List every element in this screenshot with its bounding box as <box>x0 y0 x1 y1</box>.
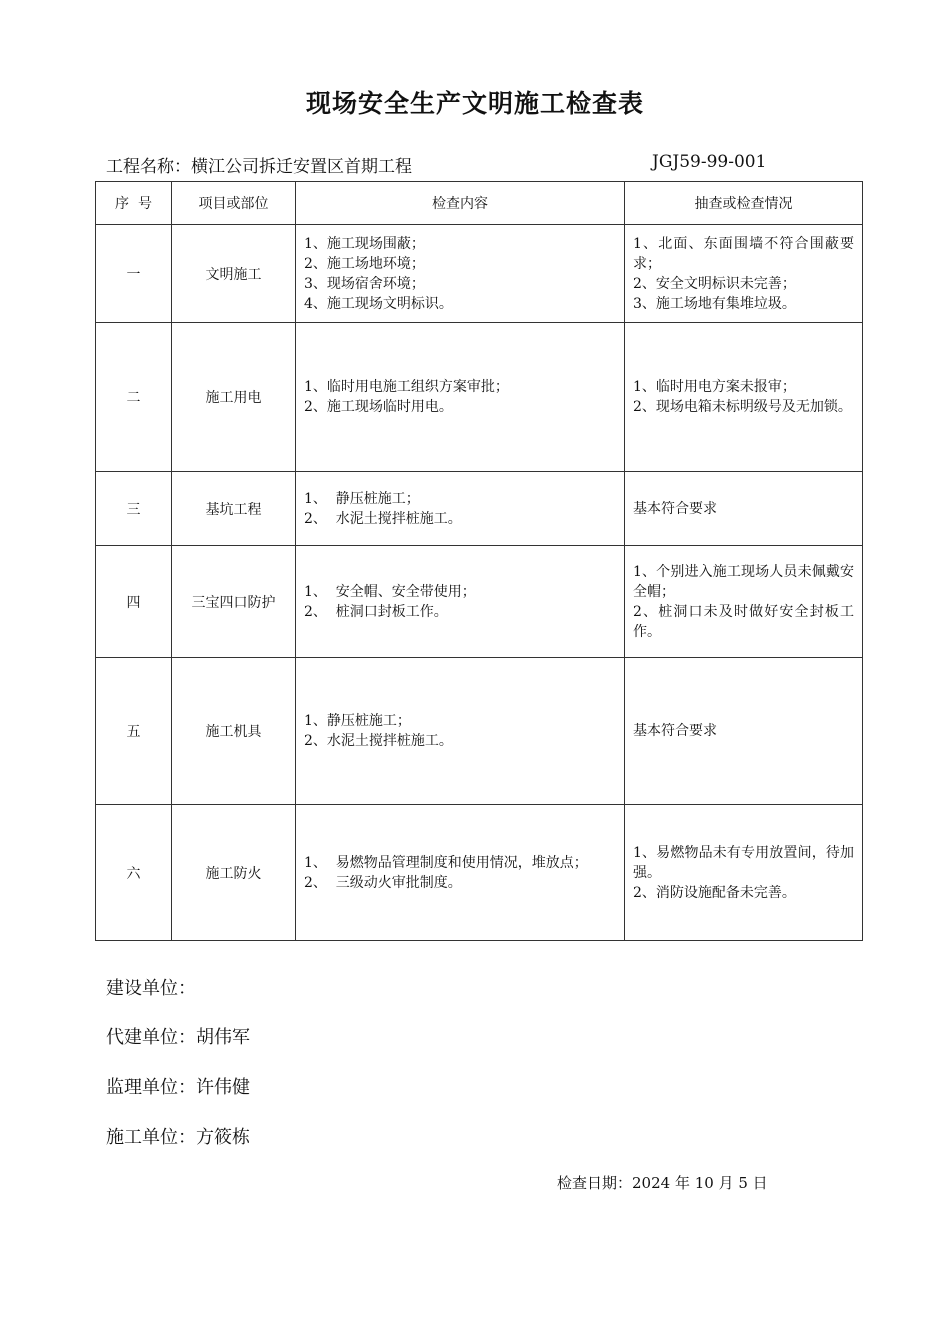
row-no: 五 <box>96 658 172 805</box>
signature-label: 代建单位： <box>106 1027 196 1048</box>
row-no: 二 <box>96 323 172 472</box>
row-no: 三 <box>96 472 172 546</box>
content-line: 1、静压桩施工； <box>304 713 411 729</box>
finding-line: 1、个别进入施工现场人员未佩戴安全帽； <box>633 563 854 600</box>
row-findings <box>625 658 863 805</box>
finding-line: 1、北面、东面围墙不符合围蔽要求； <box>633 235 854 272</box>
row-findings <box>625 546 863 658</box>
content-line: 2、水泥土搅拌桩施工。 <box>304 733 453 749</box>
finding-line: 2、安全文明标识未完善； <box>633 275 796 292</box>
content-line: 4、施工现场文明标识。 <box>304 295 453 312</box>
row-findings <box>625 805 863 941</box>
signature-construction-unit <box>106 974 196 1000</box>
content-line: 1、施工现场围蔽； <box>304 235 425 252</box>
content-line: 1、 安全帽、安全带使用； <box>304 583 476 600</box>
project-name-value: 横江公司拆迁安置区首期工程 <box>191 157 412 177</box>
check-date-label: 检查日期： <box>557 1174 633 1192</box>
row-item: 三宝四口防护 <box>172 546 296 658</box>
project-code: JGJ59-99-001 <box>652 152 767 172</box>
finding-line: 1、临时用电方案未报审； <box>633 379 796 395</box>
header-no: 序 号 <box>96 182 172 225</box>
content-line: 1、 静压桩施工； <box>304 490 420 507</box>
signature-label: 监理单位： <box>106 1077 196 1098</box>
check-date-value: 2024 年 10 月 5 日 <box>632 1174 768 1192</box>
row-item: 施工用电 <box>172 323 296 472</box>
header-item: 项目或部位 <box>172 182 296 225</box>
inspection-table <box>95 181 863 941</box>
row-no: 六 <box>96 805 172 941</box>
row-content <box>296 225 625 323</box>
table-row <box>96 805 863 941</box>
row-findings <box>625 472 863 546</box>
header-findings: 抽查或检查情况 <box>625 182 863 225</box>
finding-line: 3、施工场地有集堆垃圾。 <box>633 295 796 312</box>
content-line: 2、施工场地环境； <box>304 255 425 272</box>
row-content <box>296 472 625 546</box>
table-row <box>96 658 863 805</box>
content-line: 2、 水泥土搅拌桩施工。 <box>304 510 462 527</box>
row-item: 施工机具 <box>172 658 296 805</box>
signature-value: 胡伟军 <box>196 1027 250 1048</box>
row-content <box>296 805 625 941</box>
row-item: 施工防火 <box>172 805 296 941</box>
finding-line: 2、桩洞口未及时做好安全封板工作。 <box>633 603 854 640</box>
signature-supervision-unit <box>106 1073 250 1099</box>
content-line: 1、临时用电施工组织方案审批； <box>304 379 509 395</box>
row-findings <box>625 225 863 323</box>
check-date <box>557 1172 768 1193</box>
table-row <box>96 546 863 658</box>
signature-label: 建设单位： <box>106 978 196 999</box>
content-line: 2、 桩洞口封板工作。 <box>304 603 448 620</box>
table-row <box>96 472 863 546</box>
row-content <box>296 546 625 658</box>
row-no: 四 <box>96 546 172 658</box>
row-no: 一 <box>96 225 172 323</box>
finding-line: 基本符合要求 <box>633 723 717 739</box>
finding-line: 1、易燃物品未有专用放置间，待加强。 <box>633 844 854 881</box>
project-name <box>106 152 412 177</box>
row-item: 文明施工 <box>172 225 296 323</box>
content-line: 3、现场宿舍环境； <box>304 275 425 292</box>
row-item: 基坑工程 <box>172 472 296 546</box>
content-line: 2、施工现场临时用电。 <box>304 399 453 415</box>
signature-contractor-unit <box>106 1123 250 1149</box>
row-content <box>296 658 625 805</box>
signature-value: 许伟健 <box>196 1077 250 1098</box>
page-title: 现场安全生产文明施工检查表 <box>305 89 644 118</box>
project-name-label: 工程名称： <box>106 157 191 177</box>
row-content <box>296 323 625 472</box>
signature-agent-unit <box>106 1023 250 1049</box>
table-row <box>96 323 863 472</box>
signature-label: 施工单位： <box>106 1127 196 1148</box>
finding-line: 2、消防设施配备未完善。 <box>633 884 796 901</box>
row-findings <box>625 323 863 472</box>
finding-line: 基本符合要求 <box>633 500 717 517</box>
content-line: 1、 易燃物品管理制度和使用情况，堆放点； <box>304 854 588 871</box>
table-row <box>96 225 863 323</box>
table-header-row <box>96 182 863 225</box>
finding-line: 2、现场电箱未标明级号及无加锁。 <box>633 399 852 415</box>
content-line: 2、 三级动火审批制度。 <box>304 874 462 891</box>
signature-value: 方筱栋 <box>196 1127 250 1148</box>
project-info <box>106 152 866 176</box>
header-content: 检查内容 <box>296 182 625 225</box>
